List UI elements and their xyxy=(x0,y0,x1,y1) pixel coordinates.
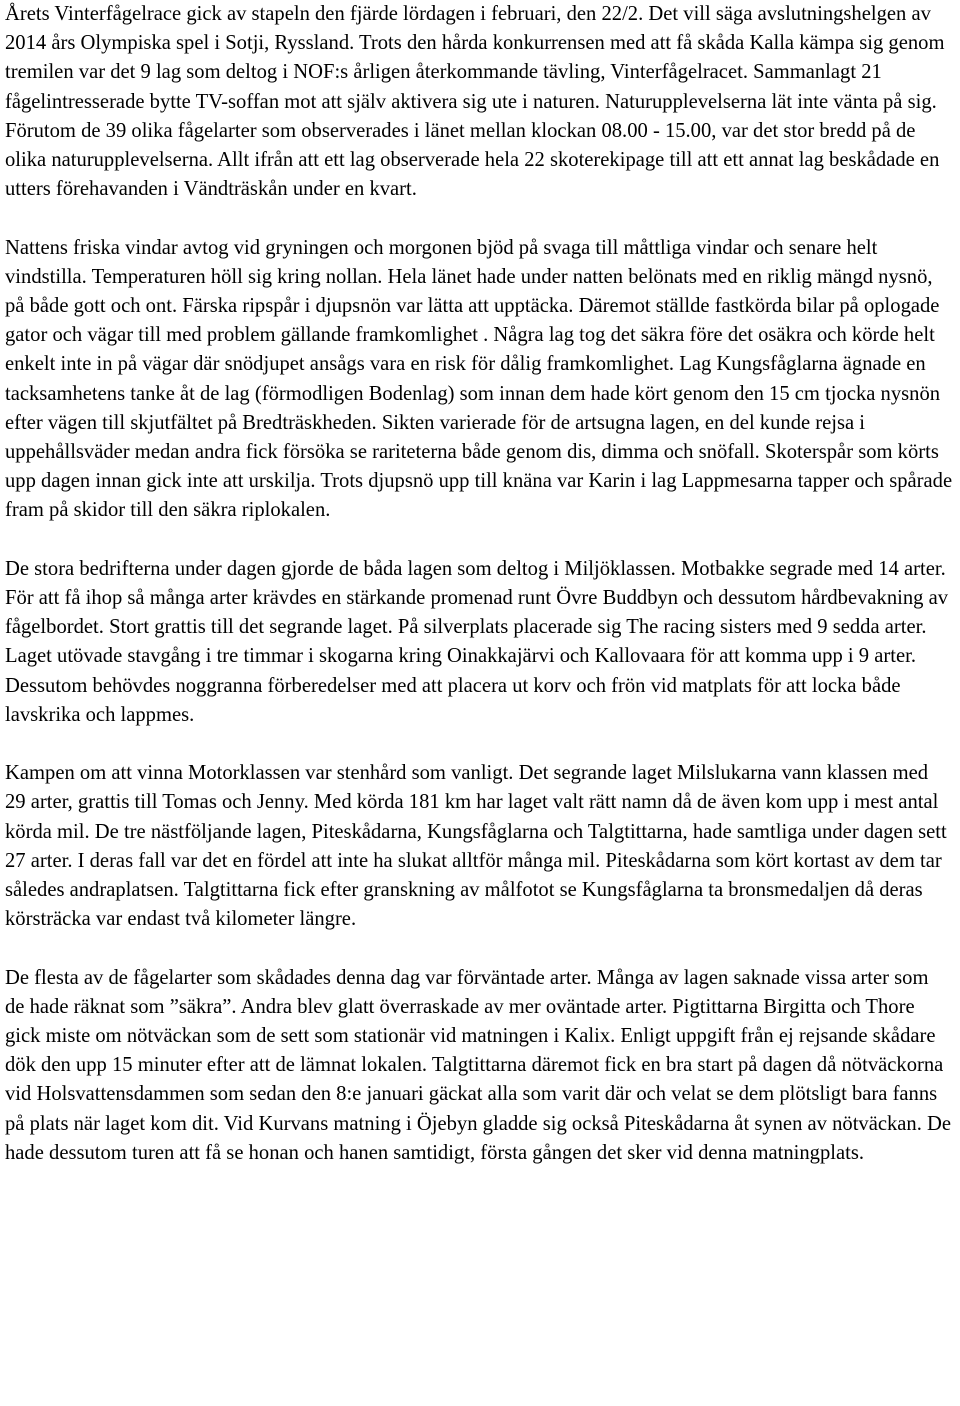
paragraph-weather: Nattens friska vindar avtog vid gryningen och morgonen bjöd på svaga till måttliga vindar och senare helt vindstilla. Temperaturen höll sig kring nollan. Hela länet hade under natten belönats med en riklig mängd nysnö, på både gott och ont. Färska ripspår i djupsnön var lätta att upptäcka. Däremot ställde fastkörda bilar på oplogade gator och vägar till med problem gällande framkomlighet . Några lag tog det säkra före det osäkra och körde helt enkelt inte in på vägar där snödjupet ansågs vara en risk för dålig framkomlighet. Lag Kungsfåglarna ägnade en tacksamhetens tanke åt de lag (förmodligen Bodenlag) som innan dem hade kört genom den 15 cm tjocka nysnön efter vägen till skjutfältet på Bredträskheden. Sikten varierade för de artsugna lagen, en del kunde rejsa i uppehållsväder medan andra fick försöka se rariteterna både genom dis, dimma och snöfall. Skoterspår som körts upp dagen innan gick inte att urskilja. Trots djupsnö upp till knäna var Karin i lag Lappmesarna tapper och spårade fram på skidor till den säkra riplokalen. xyxy=(5,236,953,522)
paragraph-motor-class: Kampen om att vinna Motorklassen var stenhård som vanligt. Det segrande laget Milslukarna vann klassen med 29 arter, grattis till Tomas och Jenny. Med körda 181 km har laget valt rätt namn då de även kom upp i mest antal körda mil. De tre nästföljande lagen, Piteskådarna, Kungsfåglarna och Talgtittarna, hade samtliga under dagen sett 27 arter. I deras fall var det en fördel att inte ha slukat alltför många mil. Piteskådarna som kört kortast av dem tar således andraplatsen. Talgtittarna fick efter granskning av målfotot se Kungsfåglarna ta bronsmedaljen då deras körsträcka var endast två kilometer längre. xyxy=(5,762,947,931)
article-body xyxy=(5,0,953,1168)
paragraph-environment-class: De stora bedrifterna under dagen gjorde de båda lagen som deltog i Miljöklassen. Motbakke segrade med 14 arter. För att få ihop så många arter krävdes en stärkande promenad runt Övre Buddbyn och dessutom hårdbevakning av fågelbordet. Stort grattis till det segrande laget. På silverplats placerade sig The racing sisters med 9 sedda arter. Laget utövade stavgång i tre timmar i skogarna kring Oinakkajärvi och Kallovaara för att komma upp i 9 arter. Dessutom behövdes noggranna förberedelser med att placera ut korv och frön vid matplats för att locka både lavskrika och lappmes. xyxy=(5,557,949,726)
paragraph-intro: Årets Vinterfågelrace gick av stapeln den fjärde lördagen i februari, den 22/2. Det vill säga avslutningshelgen av 2014 års Olympiska spel i Sotji, Ryssland. Trots den hårda konkurrensen med att få skåda Kalla kämpa sig genom tremilen var det 9 lag som deltog i NOF:s årligen återkommande tävling, Vinterfågelracet. Sammanlagt 21 fågelintresserade bytte TV-soffan mot att själv aktivera sig ute i naturen. Naturupplevelserna lät inte vänta på sig. Förutom de 39 olika fågelarter som observerades i länet mellan klockan 08.00 - 15.00, var det stor bredd på de olika naturupplevelserna. Allt ifrån att ett lag observerade hela 22 skoterekipage till att ett annat lag beskådade en utters förehavanden i Vändträskån under en kvart. xyxy=(5,3,945,201)
paragraph-species: De flesta av de fågelarter som skådades denna dag var förväntade arter. Många av lagen saknade vissa arter som de hade räknat som ”säkra”. Andra blev glatt överraskade av mer oväntade arter. Pigtittarna Birgitta och Thore gick miste om nötväckan som de sett som stationär vid matningen i Kalix. Enligt uppgift från ej rejsande skådare dök den upp 15 minuter efter att de lämnat lokalen. Talgtittarna däremot fick en bra start på dagen då nötväckorna vid Holsvattensdammen som sedan den 8:e januari gäckat alla som varit där och velat se dem plötsligt bara fanns på plats när laget kom dit. Vid Kurvans matning i Öjebyn gladde sig också Piteskådarna åt synen av nötväckan. De hade dessutom turen att få se honan och hanen samtidigt, första gången det sker vid denna matningplats. xyxy=(5,966,952,1164)
